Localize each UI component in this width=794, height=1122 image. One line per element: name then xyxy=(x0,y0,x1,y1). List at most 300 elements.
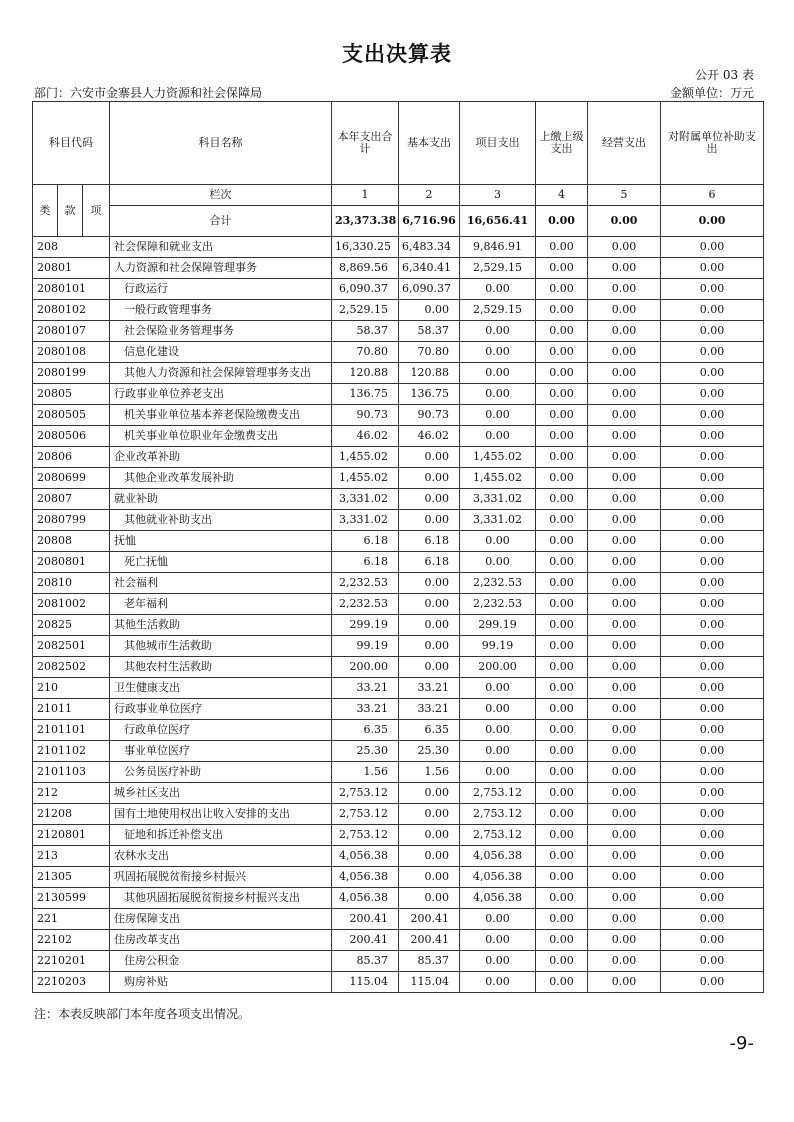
table-row xyxy=(33,972,764,993)
col-num-3: 3 xyxy=(460,185,536,206)
row-name: 机关事业单位基本养老保险缴费支出 xyxy=(110,405,332,426)
table-row xyxy=(33,825,764,846)
row-operating-value: 0.00 xyxy=(588,972,661,993)
row-upper-value: 0.00 xyxy=(536,363,588,384)
row-code: 21011 xyxy=(33,699,110,720)
row-subsidy-value: 0.00 xyxy=(661,804,764,825)
row-upper-value: 0.00 xyxy=(536,321,588,342)
row-code: 21208 xyxy=(33,804,110,825)
row-upper-value: 0.00 xyxy=(536,405,588,426)
row-operating-value: 0.00 xyxy=(588,783,661,804)
table-row xyxy=(33,930,764,951)
row-total-value: 3,331.02 xyxy=(332,489,399,510)
table-row xyxy=(33,783,764,804)
table-row xyxy=(33,279,764,300)
row-total-value: 70.80 xyxy=(332,342,399,363)
row-name: 就业补助 xyxy=(110,489,332,510)
page-title: 支出决算表 xyxy=(342,41,452,66)
header-subsidy: 对附属单位补助支出 xyxy=(661,102,764,185)
header-lei: 类 xyxy=(33,185,58,237)
row-code: 2080506 xyxy=(33,426,110,447)
row-basic-value: 0.00 xyxy=(399,783,460,804)
row-upper-value: 0.00 xyxy=(536,972,588,993)
row-project-value: 0.00 xyxy=(460,762,536,783)
row-total-value: 99.19 xyxy=(332,636,399,657)
row-total-value: 46.02 xyxy=(332,426,399,447)
row-upper-value: 0.00 xyxy=(536,741,588,762)
row-project-value: 4,056.38 xyxy=(460,867,536,888)
table-row xyxy=(33,867,764,888)
row-code: 21305 xyxy=(33,867,110,888)
row-subsidy-value: 0.00 xyxy=(661,741,764,762)
table-row xyxy=(33,846,764,867)
row-total-value: 6.18 xyxy=(332,531,399,552)
row-code: 2080108 xyxy=(33,342,110,363)
row-upper-value: 0.00 xyxy=(536,678,588,699)
row-code: 2080199 xyxy=(33,363,110,384)
row-upper-value: 0.00 xyxy=(536,300,588,321)
total-project: 16,656.41 xyxy=(460,206,536,237)
row-subsidy-value: 0.00 xyxy=(661,489,764,510)
row-basic-value: 25.30 xyxy=(399,741,460,762)
row-code: 2080102 xyxy=(33,300,110,321)
total-basic: 6,716.96 xyxy=(399,206,460,237)
row-name: 其他就业补助支出 xyxy=(110,510,332,531)
row-code: 212 xyxy=(33,783,110,804)
row-operating-value: 0.00 xyxy=(588,258,661,279)
row-subsidy-value: 0.00 xyxy=(661,342,764,363)
table-row xyxy=(33,657,764,678)
row-project-value: 0.00 xyxy=(460,741,536,762)
header-upper: 上缴上级支出 xyxy=(536,102,588,185)
row-project-value: 0.00 xyxy=(460,426,536,447)
row-project-value: 0.00 xyxy=(460,552,536,573)
table-row xyxy=(33,594,764,615)
expenditure-table xyxy=(32,101,764,993)
row-operating-value: 0.00 xyxy=(588,468,661,489)
row-operating-value: 0.00 xyxy=(588,384,661,405)
row-operating-value: 0.00 xyxy=(588,699,661,720)
row-code: 2080801 xyxy=(33,552,110,573)
row-code: 210 xyxy=(33,678,110,699)
row-code: 20807 xyxy=(33,489,110,510)
row-name: 购房补贴 xyxy=(110,972,332,993)
row-subsidy-value: 0.00 xyxy=(661,762,764,783)
page-number: -9- xyxy=(729,1033,754,1054)
row-upper-value: 0.00 xyxy=(536,888,588,909)
row-basic-value: 0.00 xyxy=(399,447,460,468)
row-name: 征地和拆迁补偿支出 xyxy=(110,825,332,846)
row-operating-value: 0.00 xyxy=(588,552,661,573)
row-project-value: 2,753.12 xyxy=(460,783,536,804)
row-subsidy-value: 0.00 xyxy=(661,867,764,888)
row-project-value: 1,455.02 xyxy=(460,468,536,489)
row-operating-value: 0.00 xyxy=(588,531,661,552)
table-note: 注：本表反映部门本年度各项支出情况。 xyxy=(34,1007,251,1021)
table-row xyxy=(33,237,764,258)
row-subsidy-value: 0.00 xyxy=(661,972,764,993)
row-name: 老年福利 xyxy=(110,594,332,615)
row-total-value: 33.21 xyxy=(332,678,399,699)
row-project-value: 3,331.02 xyxy=(460,489,536,510)
row-operating-value: 0.00 xyxy=(588,951,661,972)
table-row xyxy=(33,720,764,741)
row-project-value: 4,056.38 xyxy=(460,846,536,867)
row-total-value: 85.37 xyxy=(332,951,399,972)
row-code: 2101102 xyxy=(33,741,110,762)
row-subsidy-value: 0.00 xyxy=(661,783,764,804)
total-operating: 0.00 xyxy=(588,206,661,237)
row-basic-value: 0.00 xyxy=(399,825,460,846)
row-name: 行政单位医疗 xyxy=(110,720,332,741)
row-basic-value: 0.00 xyxy=(399,615,460,636)
row-basic-value: 6.18 xyxy=(399,552,460,573)
row-total-value: 6,090.37 xyxy=(332,279,399,300)
row-project-value: 299.19 xyxy=(460,615,536,636)
row-subsidy-value: 0.00 xyxy=(661,909,764,930)
row-name: 其他人力资源和社会保障管理事务支出 xyxy=(110,363,332,384)
row-upper-value: 0.00 xyxy=(536,384,588,405)
row-project-value: 0.00 xyxy=(460,909,536,930)
row-basic-value: 6,090.37 xyxy=(399,279,460,300)
row-total-value: 4,056.38 xyxy=(332,888,399,909)
row-name: 抚恤 xyxy=(110,531,332,552)
row-upper-value: 0.00 xyxy=(536,951,588,972)
row-name: 其他城市生活救助 xyxy=(110,636,332,657)
row-code: 2101101 xyxy=(33,720,110,741)
row-subsidy-value: 0.00 xyxy=(661,888,764,909)
row-basic-value: 33.21 xyxy=(399,699,460,720)
col-num-1: 1 xyxy=(332,185,399,206)
row-total-value: 200.41 xyxy=(332,930,399,951)
row-basic-value: 0.00 xyxy=(399,804,460,825)
table-row xyxy=(33,300,764,321)
col-num-4: 4 xyxy=(536,185,588,206)
row-basic-value: 0.00 xyxy=(399,489,460,510)
row-total-value: 4,056.38 xyxy=(332,867,399,888)
row-operating-value: 0.00 xyxy=(588,846,661,867)
row-project-value: 2,232.53 xyxy=(460,594,536,615)
row-total-value: 299.19 xyxy=(332,615,399,636)
table-row xyxy=(33,531,764,552)
row-code: 213 xyxy=(33,846,110,867)
table-row xyxy=(33,573,764,594)
row-project-value: 99.19 xyxy=(460,636,536,657)
row-name: 其他巩固拓展脱贫衔接乡村振兴支出 xyxy=(110,888,332,909)
row-project-value: 0.00 xyxy=(460,930,536,951)
table-row xyxy=(33,405,764,426)
row-total-value: 4,056.38 xyxy=(332,846,399,867)
row-name: 社会福利 xyxy=(110,573,332,594)
row-operating-value: 0.00 xyxy=(588,573,661,594)
row-project-value: 3,331.02 xyxy=(460,510,536,531)
row-total-value: 25.30 xyxy=(332,741,399,762)
row-operating-value: 0.00 xyxy=(588,447,661,468)
row-code: 22102 xyxy=(33,930,110,951)
row-project-value: 0.00 xyxy=(460,342,536,363)
row-operating-value: 0.00 xyxy=(588,615,661,636)
row-code: 2210203 xyxy=(33,972,110,993)
row-subsidy-value: 0.00 xyxy=(661,552,764,573)
table-row xyxy=(33,258,764,279)
row-basic-value: 6.35 xyxy=(399,720,460,741)
row-code: 20810 xyxy=(33,573,110,594)
row-name: 一般行政管理事务 xyxy=(110,300,332,321)
row-basic-value: 136.75 xyxy=(399,384,460,405)
row-basic-value: 0.00 xyxy=(399,846,460,867)
row-upper-value: 0.00 xyxy=(536,846,588,867)
table-row xyxy=(33,447,764,468)
row-project-value: 0.00 xyxy=(460,531,536,552)
row-name: 城乡社区支出 xyxy=(110,783,332,804)
row-project-value: 0.00 xyxy=(460,405,536,426)
row-code: 2080799 xyxy=(33,510,110,531)
total-label: 合计 xyxy=(110,206,332,237)
row-upper-value: 0.00 xyxy=(536,426,588,447)
row-basic-value: 200.41 xyxy=(399,909,460,930)
row-code: 2210201 xyxy=(33,951,110,972)
row-upper-value: 0.00 xyxy=(536,258,588,279)
row-basic-value: 0.00 xyxy=(399,468,460,489)
row-code: 20808 xyxy=(33,531,110,552)
header-name: 科目名称 xyxy=(110,102,332,185)
row-project-value: 2,529.15 xyxy=(460,300,536,321)
row-total-value: 8,869.56 xyxy=(332,258,399,279)
row-name: 行政运行 xyxy=(110,279,332,300)
row-basic-value: 0.00 xyxy=(399,867,460,888)
row-project-value: 2,753.12 xyxy=(460,825,536,846)
row-code: 2082502 xyxy=(33,657,110,678)
table-row xyxy=(33,342,764,363)
row-project-value: 0.00 xyxy=(460,720,536,741)
row-name: 人力资源和社会保障管理事务 xyxy=(110,258,332,279)
row-code: 2130599 xyxy=(33,888,110,909)
table-row xyxy=(33,762,764,783)
row-basic-value: 0.00 xyxy=(399,594,460,615)
row-name: 住房保障支出 xyxy=(110,909,332,930)
row-project-value: 4,056.38 xyxy=(460,888,536,909)
row-upper-value: 0.00 xyxy=(536,552,588,573)
row-operating-value: 0.00 xyxy=(588,825,661,846)
table-row xyxy=(33,426,764,447)
table-row xyxy=(33,804,764,825)
col-num-5: 5 xyxy=(588,185,661,206)
row-subsidy-value: 0.00 xyxy=(661,930,764,951)
row-subsidy-value: 0.00 xyxy=(661,678,764,699)
row-operating-value: 0.00 xyxy=(588,762,661,783)
row-code: 221 xyxy=(33,909,110,930)
row-basic-value: 200.41 xyxy=(399,930,460,951)
row-basic-value: 0.00 xyxy=(399,657,460,678)
row-upper-value: 0.00 xyxy=(536,615,588,636)
row-operating-value: 0.00 xyxy=(588,657,661,678)
row-name: 农林水支出 xyxy=(110,846,332,867)
row-subsidy-value: 0.00 xyxy=(661,279,764,300)
col-num-6: 6 xyxy=(661,185,764,206)
row-upper-value: 0.00 xyxy=(536,531,588,552)
row-basic-value: 6,340.41 xyxy=(399,258,460,279)
form-number: 公开 03 表 xyxy=(695,68,754,82)
row-total-value: 136.75 xyxy=(332,384,399,405)
department-label: 部门：六安市金寨县人力资源和社会保障局 xyxy=(34,86,263,100)
table-row xyxy=(33,909,764,930)
row-upper-value: 0.00 xyxy=(536,720,588,741)
row-name: 国有土地使用权出让收入安排的支出 xyxy=(110,804,332,825)
row-upper-value: 0.00 xyxy=(536,279,588,300)
row-subsidy-value: 0.00 xyxy=(661,468,764,489)
row-upper-value: 0.00 xyxy=(536,510,588,531)
row-operating-value: 0.00 xyxy=(588,342,661,363)
row-operating-value: 0.00 xyxy=(588,594,661,615)
row-upper-value: 0.00 xyxy=(536,699,588,720)
row-upper-value: 0.00 xyxy=(536,804,588,825)
row-upper-value: 0.00 xyxy=(536,930,588,951)
row-code: 20806 xyxy=(33,447,110,468)
col-num-2: 2 xyxy=(399,185,460,206)
row-total-value: 2,529.15 xyxy=(332,300,399,321)
row-operating-value: 0.00 xyxy=(588,804,661,825)
row-subsidy-value: 0.00 xyxy=(661,825,764,846)
row-operating-value: 0.00 xyxy=(588,636,661,657)
row-total-value: 120.88 xyxy=(332,363,399,384)
row-upper-value: 0.00 xyxy=(536,447,588,468)
row-operating-value: 0.00 xyxy=(588,321,661,342)
row-operating-value: 0.00 xyxy=(588,720,661,741)
row-basic-value: 0.00 xyxy=(399,300,460,321)
row-project-value: 0.00 xyxy=(460,951,536,972)
table-row xyxy=(33,636,764,657)
row-name: 其他企业改革发展补助 xyxy=(110,468,332,489)
row-subsidy-value: 0.00 xyxy=(661,573,764,594)
row-total-value: 2,753.12 xyxy=(332,783,399,804)
header-operating: 经营支出 xyxy=(588,102,661,185)
column-label: 栏次 xyxy=(110,185,332,206)
row-name: 死亡抚恤 xyxy=(110,552,332,573)
row-subsidy-value: 0.00 xyxy=(661,363,764,384)
table-body xyxy=(33,237,764,993)
row-operating-value: 0.00 xyxy=(588,510,661,531)
header-xiang: 项 xyxy=(83,185,110,237)
row-basic-value: 0.00 xyxy=(399,888,460,909)
row-project-value: 1,455.02 xyxy=(460,447,536,468)
row-project-value: 0.00 xyxy=(460,678,536,699)
header-project: 项目支出 xyxy=(460,102,536,185)
row-project-value: 0.00 xyxy=(460,972,536,993)
row-project-value: 0.00 xyxy=(460,279,536,300)
row-upper-value: 0.00 xyxy=(536,783,588,804)
row-code: 2120801 xyxy=(33,825,110,846)
row-name: 企业改革补助 xyxy=(110,447,332,468)
row-upper-value: 0.00 xyxy=(536,909,588,930)
row-total-value: 58.37 xyxy=(332,321,399,342)
row-subsidy-value: 0.00 xyxy=(661,636,764,657)
row-total-value: 115.04 xyxy=(332,972,399,993)
row-project-value: 0.00 xyxy=(460,384,536,405)
row-project-value: 9,846.91 xyxy=(460,237,536,258)
row-project-value: 2,232.53 xyxy=(460,573,536,594)
row-subsidy-value: 0.00 xyxy=(661,615,764,636)
row-project-value: 2,529.15 xyxy=(460,258,536,279)
table-row xyxy=(33,510,764,531)
header-kuan: 款 xyxy=(58,185,83,237)
row-upper-value: 0.00 xyxy=(536,762,588,783)
row-basic-value: 0.00 xyxy=(399,573,460,594)
row-basic-value: 1.56 xyxy=(399,762,460,783)
table-row xyxy=(33,888,764,909)
row-basic-value: 0.00 xyxy=(399,636,460,657)
table-row xyxy=(33,384,764,405)
row-operating-value: 0.00 xyxy=(588,279,661,300)
row-total-value: 200.00 xyxy=(332,657,399,678)
row-code: 20805 xyxy=(33,384,110,405)
row-basic-value: 6.18 xyxy=(399,531,460,552)
row-subsidy-value: 0.00 xyxy=(661,951,764,972)
row-subsidy-value: 0.00 xyxy=(661,510,764,531)
header-basic: 基本支出 xyxy=(399,102,460,185)
table-row xyxy=(33,678,764,699)
row-operating-value: 0.00 xyxy=(588,405,661,426)
row-project-value: 0.00 xyxy=(460,699,536,720)
row-operating-value: 0.00 xyxy=(588,489,661,510)
row-operating-value: 0.00 xyxy=(588,300,661,321)
table-row xyxy=(33,699,764,720)
row-basic-value: 33.21 xyxy=(399,678,460,699)
row-upper-value: 0.00 xyxy=(536,489,588,510)
row-name: 其他生活救助 xyxy=(110,615,332,636)
table-row xyxy=(33,363,764,384)
row-basic-value: 6,483.34 xyxy=(399,237,460,258)
row-operating-value: 0.00 xyxy=(588,363,661,384)
row-basic-value: 115.04 xyxy=(399,972,460,993)
row-total-value: 3,331.02 xyxy=(332,510,399,531)
row-total-value: 200.41 xyxy=(332,909,399,930)
row-total-value: 2,232.53 xyxy=(332,594,399,615)
row-name: 行政事业单位医疗 xyxy=(110,699,332,720)
row-name: 机关事业单位职业年金缴费支出 xyxy=(110,426,332,447)
table-row xyxy=(33,741,764,762)
row-total-value: 16,330.25 xyxy=(332,237,399,258)
row-subsidy-value: 0.00 xyxy=(661,657,764,678)
table-row xyxy=(33,468,764,489)
total-upper: 0.00 xyxy=(536,206,588,237)
row-operating-value: 0.00 xyxy=(588,888,661,909)
row-total-value: 2,232.53 xyxy=(332,573,399,594)
row-total-value: 1.56 xyxy=(332,762,399,783)
row-subsidy-value: 0.00 xyxy=(661,594,764,615)
row-total-value: 1,455.02 xyxy=(332,447,399,468)
row-name: 行政事业单位养老支出 xyxy=(110,384,332,405)
table-row xyxy=(33,615,764,636)
row-subsidy-value: 0.00 xyxy=(661,447,764,468)
header-code: 科目代码 xyxy=(33,102,110,185)
row-total-value: 90.73 xyxy=(332,405,399,426)
row-operating-value: 0.00 xyxy=(588,426,661,447)
row-total-value: 33.21 xyxy=(332,699,399,720)
row-code: 20801 xyxy=(33,258,110,279)
row-total-value: 1,455.02 xyxy=(332,468,399,489)
table-row xyxy=(33,552,764,573)
row-name: 事业单位医疗 xyxy=(110,741,332,762)
row-subsidy-value: 0.00 xyxy=(661,720,764,741)
row-code: 2080699 xyxy=(33,468,110,489)
row-basic-value: 120.88 xyxy=(399,363,460,384)
row-basic-value: 90.73 xyxy=(399,405,460,426)
row-name: 公务员医疗补助 xyxy=(110,762,332,783)
row-name: 其他农村生活救助 xyxy=(110,657,332,678)
row-project-value: 200.00 xyxy=(460,657,536,678)
row-name: 社会保险业务管理事务 xyxy=(110,321,332,342)
row-upper-value: 0.00 xyxy=(536,342,588,363)
